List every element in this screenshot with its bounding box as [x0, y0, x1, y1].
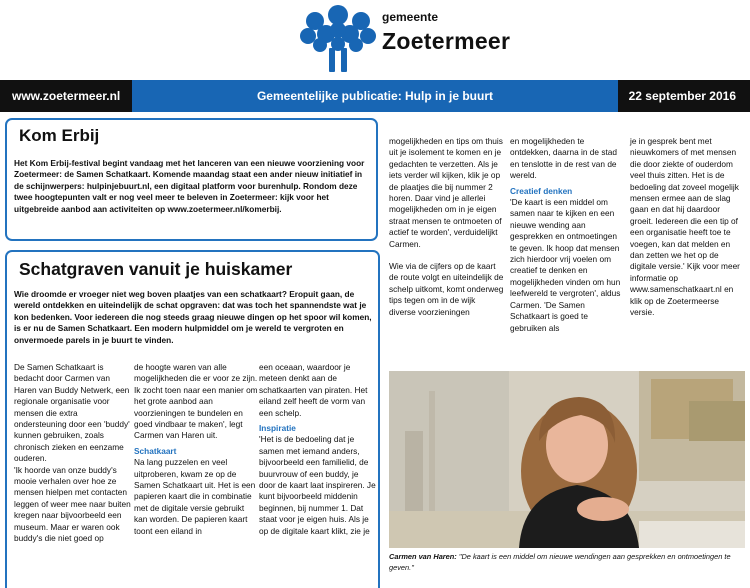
- caption-text: "De kaart is een middel om nieuwe wendingen aan gesprekken en ontmoetingen te geven.": [389, 552, 731, 572]
- right-column-1: [389, 136, 504, 318]
- article-column-2: [134, 362, 259, 537]
- masthead: [0, 0, 750, 80]
- paragraph: de hoogte waren van alle mogelijkheden die er voor ze zijn. Ik zocht toen naar een manier om het grote aanbod aan voorzieningen te bundelen en goed vindbaar te maken', legt Carmen van Haren uit.: [134, 362, 258, 441]
- caption-name: Carmen van Haren:: [389, 552, 457, 561]
- paragraph: De Samen Schatkaart is bedacht door Carmen van Haren van Buddy Netwerk, een regionale organisatie voor mensen die extra ondersteuning door een 'buddy' kunnen gebruiken, zoals chronisch zieken en eenzame ouderen.: [14, 362, 130, 464]
- article-kom-erbij: [5, 118, 378, 241]
- article-intro: Wie droomde er vroeger niet weg boven plaatjes van een schatkaart? Eropuit gaan, de wereld ontdekken en uiteindelijk de schat opgraven: dat was toch het spannendste wat je kon bedenken. Voor iedereen die nog steeds graag nieuwe dingen op het spoor wil komen, is er nu de Samen Schatkaart. Een modern hulpmiddel om je wereld te vergroten en onvermoede parels in je buurt te vinden.: [14, 289, 372, 345]
- article-column-3: [259, 362, 377, 537]
- right-column-3: [630, 136, 745, 319]
- subheading-schatkaart: Schatkaart: [134, 445, 177, 456]
- paragraph: 'De kaart is een middel om samen naar te kijken en een nieuwe wending aan gesprekken en ontmoetingen te geven. Ik hoop dat mensen zich hierdoor vrij voelen om creatief te denken en mogelijkheden vinden om hun leefwereld te vergroten', aldus Carmen. 'De Samen Schatkaart is goed te gebruiken als: [510, 197, 621, 333]
- website-link[interactable]: www.zoetermeer.nl: [12, 89, 121, 103]
- brand-name: Zoetermeer: [382, 28, 511, 54]
- paragraph: Wie via de cijfers op de kaart de route volgt en uiteindelijk de schelp uitkomt, komt onderweg tips tegen om in de wijk diverse voorzieningen: [389, 261, 504, 317]
- subheading-inspiratie: Inspiratie: [259, 423, 296, 434]
- article-intro: Het Kom Erbij-festival begint vandaag met het lanceren van een nieuwe voorziening voor Zoetermeer: de Samen Schatkaart. Komende maandag staat een ander nieuw initiatief in de schijnwerpers: hulpinjebuurt.nl, een digitaal platform voor burenhulp. Rondom deze twee hoogtepunten valt er nog veel meer te beleven in Zoetermeer: kijk voor het uitgebreide aanbod aan activiteiten op www.zoetermeer.nl/komerbij.: [14, 158, 365, 214]
- article-column-1: [14, 362, 132, 545]
- portrait-photo: [389, 371, 745, 548]
- portrait-illustration: [389, 371, 745, 548]
- paragraph: een oceaan, waardoor je meteen denkt aan de schatkaarten van piraten. Het eiland zelf heeft de vorm van een schelp.: [259, 362, 368, 418]
- paragraph: en mogelijkheden te ontdekken, daarna in de stad en tenslotte in de rest van de wereld.: [510, 136, 618, 181]
- paragraph: mogelijkheden en tips om thuis uit je isolement te komen en je gedachten te verzetten. Als je iets verder wil kijken, klik je op de plaatjes die bij nummer 2 horen. Daar vind je allerlei mogelijkheden om in je eigen straat mensen te ontmoeten of actief te worden', verduidelijkt Carmen.: [389, 136, 503, 249]
- brand-prefix: gemeente: [382, 10, 439, 24]
- publication-bar: [0, 80, 750, 112]
- photo-caption: [389, 551, 745, 573]
- publication-banner: [132, 80, 618, 112]
- article-title: Schatgraven vanuit je huiskamer: [19, 259, 293, 279]
- paragraph: 'Ik hoorde van onze buddy's mooie verhalen over hoe ze mensen hielpen met contacten leggen of weer mee naar buiten kregen naar bijvoorbeeld een museum. Maar er waren ook buddy's die niet goed op: [14, 464, 131, 544]
- subheading-creatief-denken: Creatief denken: [510, 185, 573, 196]
- article-title: Kom Erbij: [19, 126, 100, 145]
- paragraph: 'Het is de bedoeling dat je samen met iemand anders, bijvoorbeeld een familielid, de buurvrouw of een buddy, je door de kaart laat inspireren. Je kunt bijvoorbeeld middenin beginnen, bij nummer 1. Dat staat voor je eigen huis. Als je op de digitale kaart klikt, zie je: [259, 434, 376, 536]
- right-column-2: [510, 136, 624, 334]
- article-schatgraven: [5, 250, 380, 588]
- publication-title: Gemeentelijke publicatie: Hulp in je buurt: [256, 89, 494, 103]
- publication-date: 22 september 2016: [628, 89, 736, 103]
- zoetermeer-tree-logo: [298, 4, 378, 76]
- paragraph: Na lang puzzelen en veel uitproberen, kwam ze op de Samen Schatkaart uit. Het is een papieren kaart die in combinatie met de digitale versie gebruikt kan worden. De papieren kaart toont een eiland in: [134, 457, 256, 536]
- paragraph: je in gesprek bent met nieuwkomers of met mensen die door ziekte of ouderdom veel thuis zitten. Het is de bedoeling dat zoveel mogelijk mensen ermee aan de slag gaan en dat hij daardoor groeit. Iedereen die een tip of een organisatie heeft toe te voegen, kan dat melden en dan zetten we het op de digitale versie.' Kijk voor meer informatie op www.samenschatkaart.nl en klik op de Zoetermeerse versie.: [630, 136, 740, 318]
